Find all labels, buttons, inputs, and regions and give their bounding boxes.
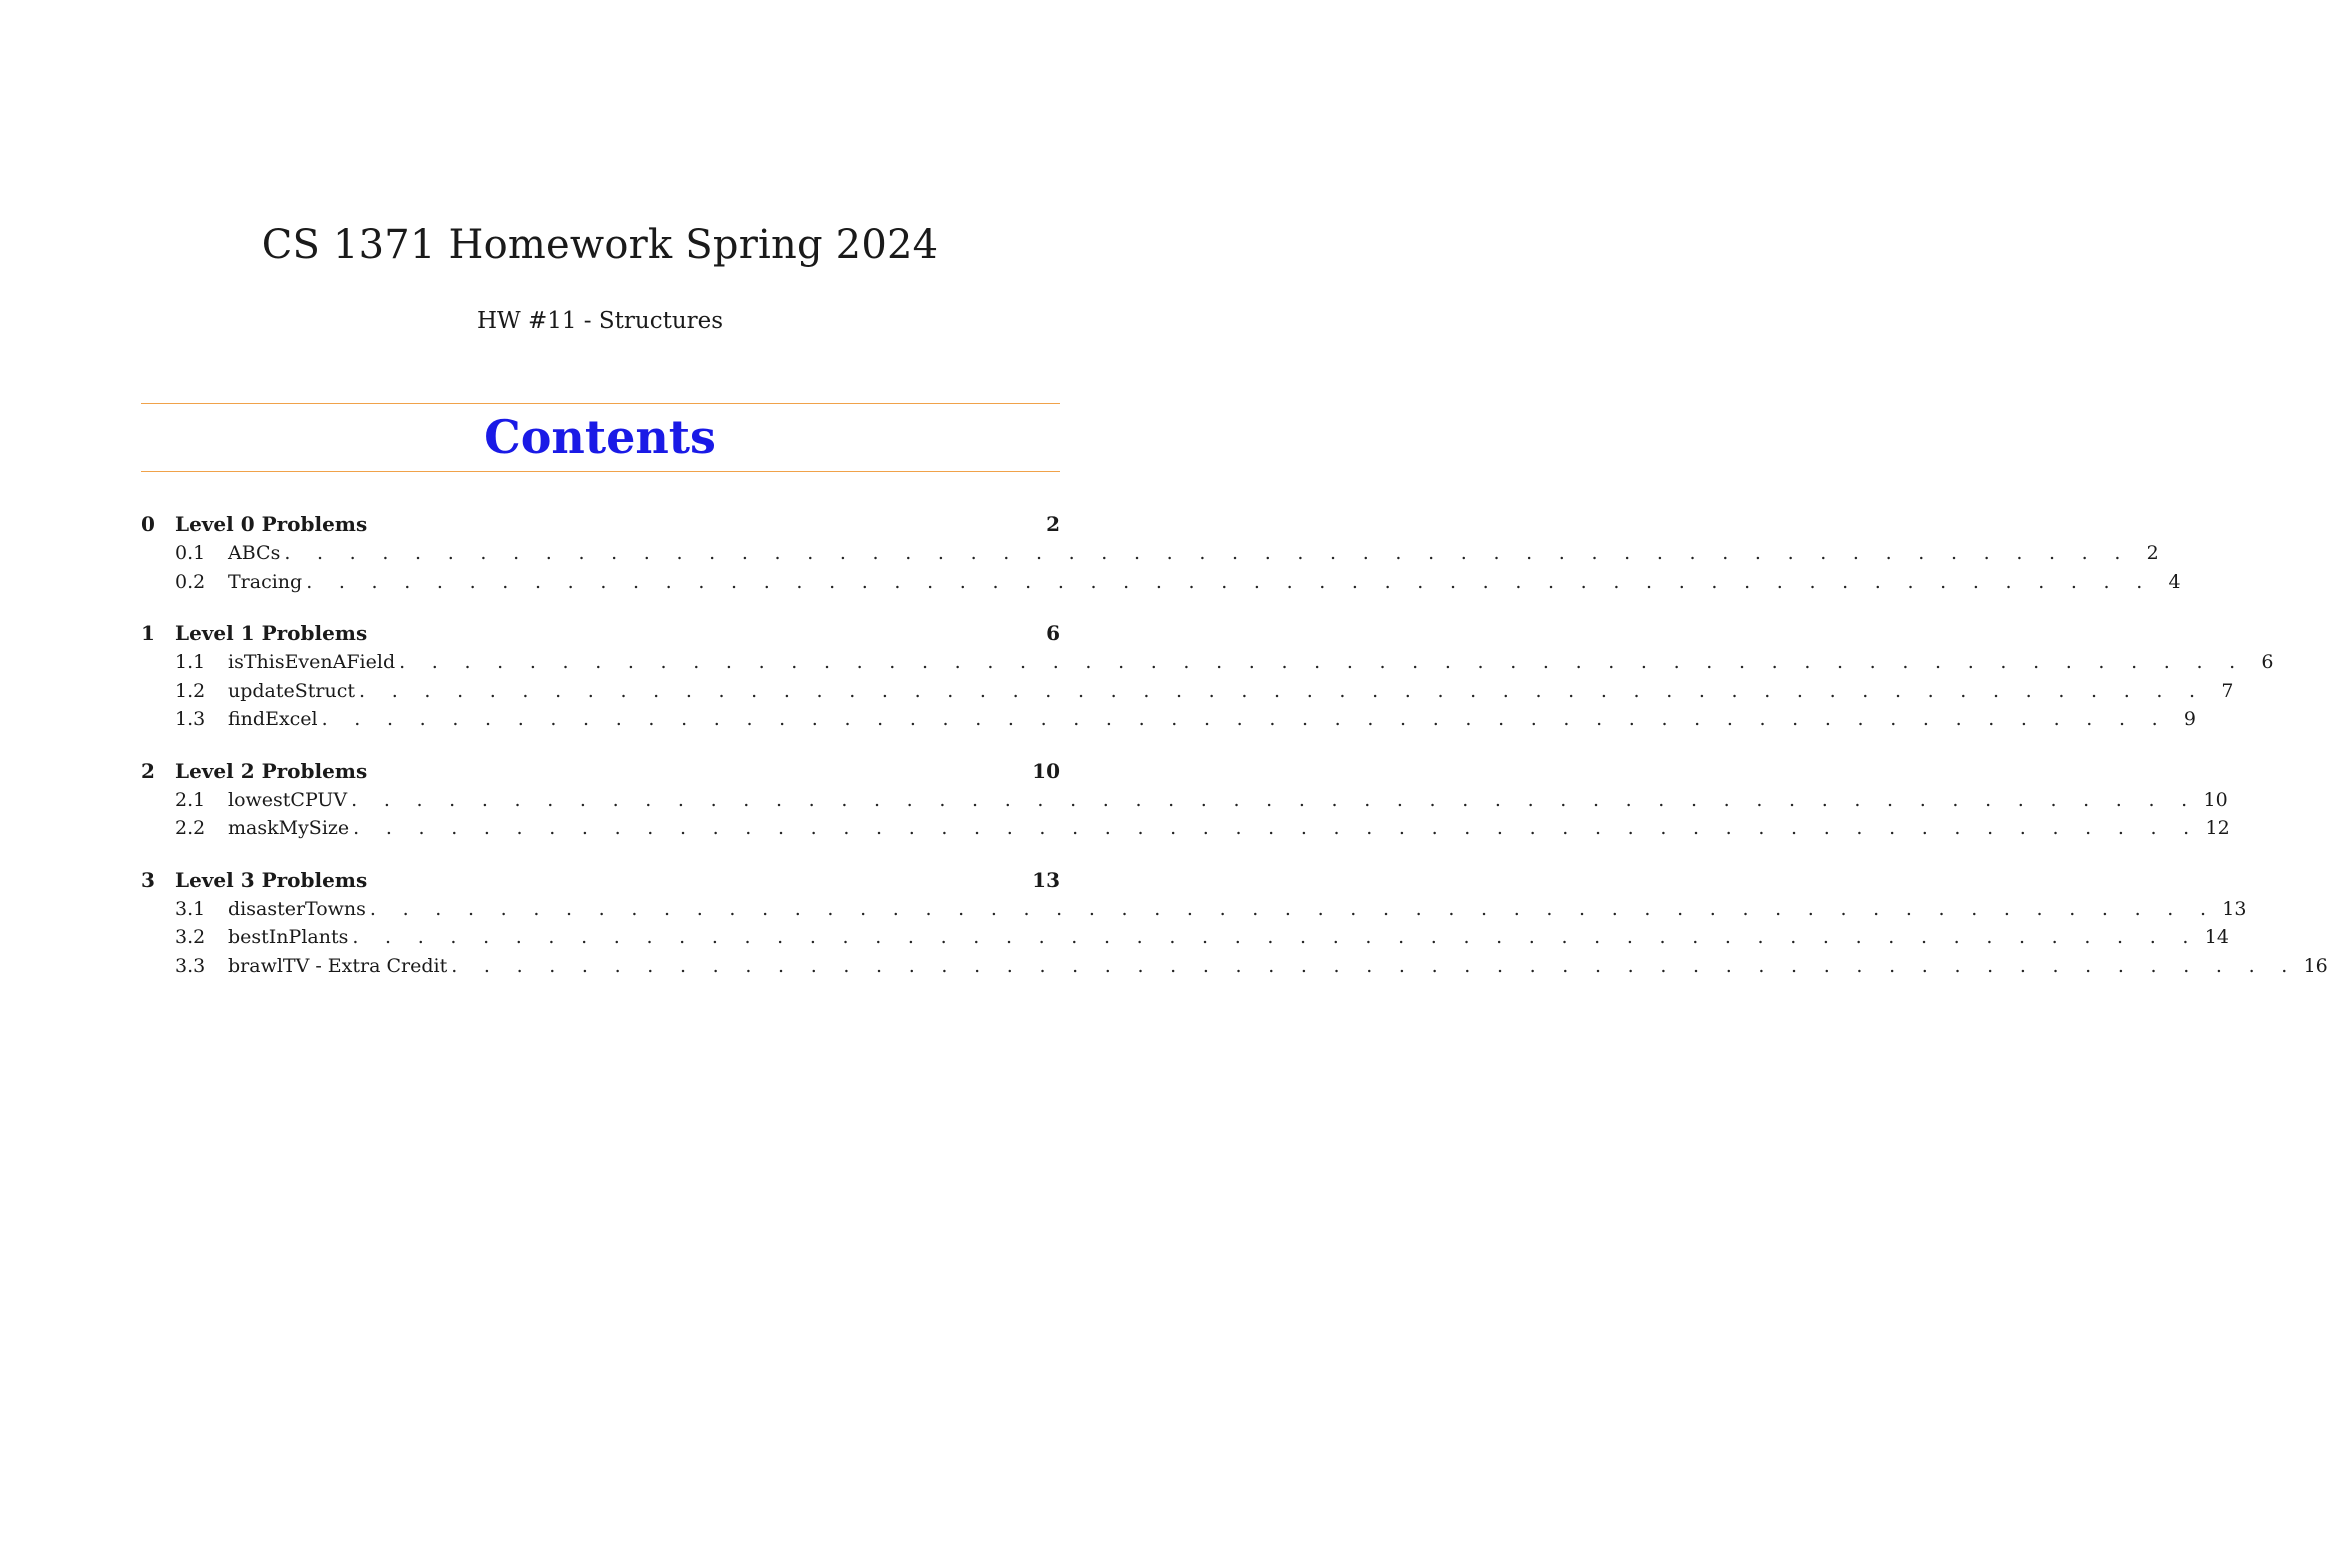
toc-entry-number: 1.3 [175, 708, 206, 730]
toc-leader-dots: . . . . . . . . . . . . . . . . . . . . . . . . . . . . . . . . . . . . . . . . . . . . . . . . . . . . . . . . . [284, 542, 2131, 564]
toc-section-page: 13 [1032, 867, 1060, 892]
toc-leader-dots: . . . . . . . . . . . . . . . . . . . . . . . . . . . . . . . . . . . . . . . . . . . . . . . . . . . . . . . . . [359, 679, 2206, 702]
toc-entry-number: 0.1 [175, 542, 206, 564]
toc-entry-title: lowestCPUV [228, 788, 348, 811]
toc-entry-number: 2.1 [175, 788, 206, 811]
toc-section-level-3 [141, 867, 2328, 984]
toc-section-title: Level 1 Problems [175, 621, 368, 645]
toc-section-level-2 [141, 758, 2230, 846]
toc-section-row[interactable] [141, 621, 1060, 651]
toc-entry-updatestruct[interactable] [141, 679, 2234, 709]
toc-entry-title: bestInPlants [228, 926, 349, 948]
toc-section-title: Level 2 Problems [175, 758, 368, 783]
toc-entry-page: 9 [2183, 708, 2196, 730]
toc-entry-page: 4 [2168, 570, 2181, 593]
toc-section-number: 3 [141, 867, 155, 892]
toc-leader-dots: . . . . . . . . . . . . . . . . . . . . . . . . . . . . . . . . . . . . . . . . . . . . . . . . . . . . . . . . . [353, 817, 2200, 839]
toc-entry-number: 0.2 [175, 570, 206, 593]
toc-section-level-0 [141, 512, 2181, 599]
toc-entry-title: Tracing [228, 570, 303, 593]
table-of-contents [141, 512, 2328, 1005]
toc-section-row[interactable] [141, 868, 1060, 898]
toc-entry-title: ABCs [228, 542, 281, 564]
toc-entry-page: 13 [2222, 897, 2247, 920]
toc-section-page: 2 [1046, 512, 1060, 536]
toc-entry-brawltv[interactable] [141, 954, 2328, 984]
toc-entry-disastertowns[interactable] [141, 897, 2247, 927]
toc-section-page: 6 [1046, 621, 1060, 645]
toc-leader-dots: . . . . . . . . . . . . . . . . . . . . . . . . . . . . . . . . . . . . . . . . . . . . . . . . . . . . . . . . . [306, 570, 2153, 593]
document-subtitle: HW #11 - Structures [476, 308, 724, 334]
toc-entry-abcs[interactable] [141, 542, 2159, 571]
toc-section-row[interactable] [141, 512, 1060, 542]
toc-entry-title: maskMySize [228, 817, 350, 839]
toc-leader-dots: . . . . . . . . . . . . . . . . . . . . . . . . . . . . . . . . . . . . . . . . . . . . . . . . . . . . . . . . . [321, 708, 2168, 730]
toc-section-number: 0 [141, 512, 155, 536]
toc-entry-number: 3.2 [175, 926, 206, 948]
toc-section-page: 10 [1032, 758, 1060, 783]
toc-leader-dots: . . . . . . . . . . . . . . . . . . . . . . . . . . . . . . . . . . . . . . . . . . . . . . . . . . . . . . . . . [352, 926, 2199, 948]
toc-entry-bestinplants[interactable] [141, 926, 2229, 955]
toc-entry-findexcel[interactable] [141, 708, 2196, 737]
toc-section-number: 1 [141, 621, 155, 645]
toc-entry-page: 7 [2221, 679, 2234, 702]
toc-entry-title: disasterTowns [228, 897, 366, 920]
toc-entry-title: findExcel [228, 708, 318, 730]
toc-entry-tracing[interactable] [141, 570, 2181, 600]
toc-entry-isthisevenafield[interactable] [141, 651, 2274, 680]
toc-entry-title: updateStruct [228, 679, 356, 702]
contents-heading: Contents [484, 410, 716, 464]
toc-entry-number: 1.1 [175, 651, 206, 673]
toc-entry-title: isThisEvenAField [228, 651, 396, 673]
toc-entry-number: 3.1 [175, 897, 206, 920]
toc-entry-number: 1.2 [175, 679, 206, 702]
toc-entry-page: 6 [2261, 651, 2274, 673]
contents-rule-bottom [141, 471, 1060, 472]
toc-entry-lowestcpuv[interactable] [141, 788, 2228, 818]
toc-entry-maskmysize[interactable] [141, 817, 2230, 846]
toc-section-title: Level 0 Problems [175, 512, 368, 536]
toc-leader-dots: . . . . . . . . . . . . . . . . . . . . . . . . . . . . . . . . . . . . . . . . . . . . . . . . . . . . . . . . . [451, 954, 2298, 977]
toc-entry-page: 16 [2303, 954, 2328, 977]
toc-section-number: 2 [141, 758, 155, 783]
toc-leader-dots: . . . . . . . . . . . . . . . . . . . . . . . . . . . . . . . . . . . . . . . . . . . . . . . . . . . . . . . . . [351, 788, 2198, 811]
toc-section-level-1 [141, 621, 2274, 737]
toc-leader-dots: . . . . . . . . . . . . . . . . . . . . . . . . . . . . . . . . . . . . . . . . . . . . . . . . . . . . . . . . . [369, 897, 2217, 920]
toc-entry-title: brawlTV - Extra Credit [228, 954, 448, 977]
toc-entry-page: 14 [2204, 926, 2229, 948]
toc-entry-page: 2 [2146, 542, 2159, 564]
toc-section-title: Level 3 Problems [175, 867, 368, 892]
toc-entry-page: 12 [2205, 817, 2230, 839]
contents-rule-top [141, 403, 1060, 404]
toc-section-row[interactable] [141, 759, 1060, 789]
document-title: CS 1371 Homework Spring 2024 [261, 222, 939, 268]
toc-entry-page: 10 [2203, 788, 2228, 811]
toc-entry-number: 2.2 [175, 817, 206, 839]
toc-entry-number: 3.3 [175, 954, 206, 977]
toc-leader-dots: . . . . . . . . . . . . . . . . . . . . . . . . . . . . . . . . . . . . . . . . . . . . . . . . . . . . . . . . . [399, 651, 2246, 673]
